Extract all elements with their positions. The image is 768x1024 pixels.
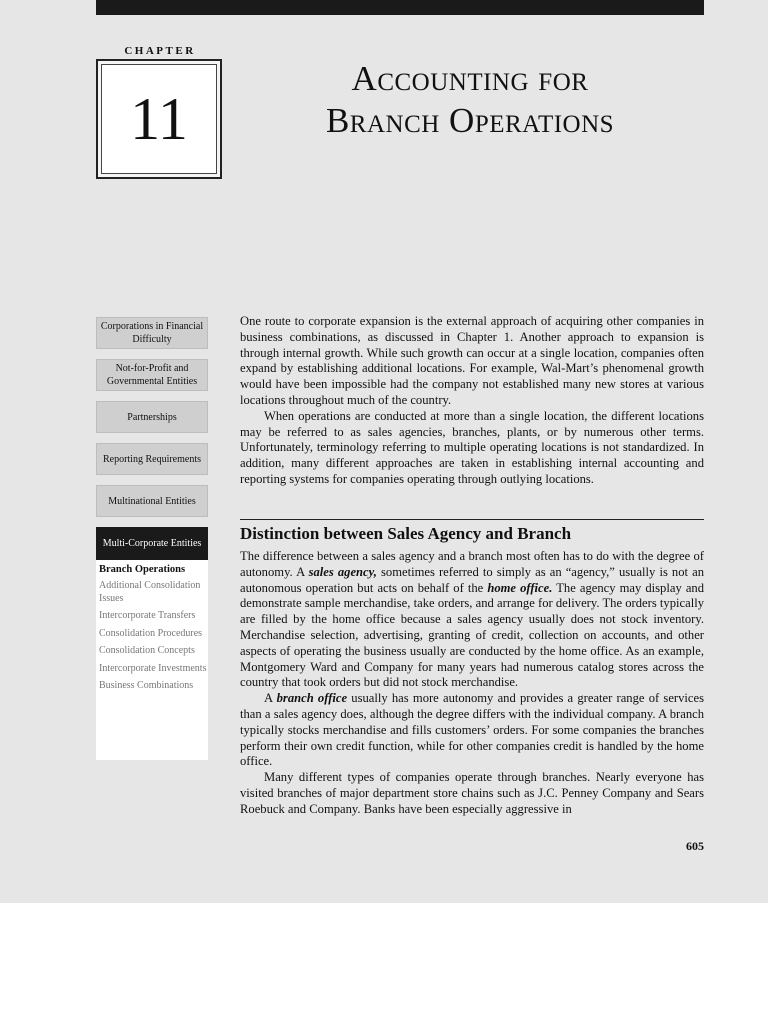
section-heading: Distinction between Sales Agency and Branch bbox=[240, 519, 704, 545]
intro-paragraph-1: One route to corporate expansion is the external approach of acquiring other companies in business combinations, as discussed in Chapter 1. Another approach to expansion is through internal growth. While such growth can occur at a single location, companies often expand by establishing additional locations. For example, Wal-Mart’s phenomenal growth would have been impossible had the company not established many new stores at various locations throughout much of the country. bbox=[240, 314, 704, 407]
p2-text-a: A bbox=[264, 691, 277, 706]
term-home-office: home office. bbox=[487, 580, 553, 595]
p2-text-b: usually has more autonomy and provides a greater range of services than a sales agency does, although the degree differs with the individual company. A branch typically stocks merchandise and fills customers’ orders. For some companies the branches perform their own credit function, while for other companies credit is handled by the home office. bbox=[240, 691, 704, 769]
top-rule-bar bbox=[96, 0, 704, 15]
sidebar-topic-consolidation-concepts: Consolidation Concepts bbox=[99, 645, 195, 656]
section-paragraph-1 bbox=[240, 549, 704, 691]
p1-text-c: The agency may display and demonstrate sample merchandise, take orders, and arrange for delivery. The orders typically are filled by the home office because a sales agency usually does not stock inventory. Merchandise selection, advertising, granting of credit, collection on accounts, and other aspects of operating the business usually are conducted by the home office. As an example, Montgomery Ward and Company for many years had numerous catalog stores across the country that took orders but did not stock merchandise. bbox=[240, 580, 704, 690]
sidebar-topic-intercorporate-investments: Intercorporate Investments bbox=[99, 662, 207, 674]
term-sales-agency: sales agency, bbox=[308, 564, 377, 579]
sidebar-topic-business-combinations: Business Combinations bbox=[99, 680, 194, 691]
chapter-title bbox=[240, 58, 700, 142]
page-number: 605 bbox=[686, 839, 704, 853]
sidebar-tab-not-for-profit: Not-for-Profit and Governmental Entities bbox=[96, 359, 208, 391]
chapter-title-line-1: Accounting for bbox=[351, 59, 589, 98]
sidebar-tab-multinational-entities: Multinational Entities bbox=[96, 485, 208, 517]
chapter-navigation-sidebar bbox=[96, 317, 208, 760]
chapter-number-box bbox=[96, 59, 222, 179]
sidebar-tab-corporations-in-financial-difficulty: Corporations in Financial Difficulty bbox=[96, 317, 208, 349]
intro-text bbox=[240, 314, 704, 488]
term-branch-office: branch office bbox=[276, 691, 348, 706]
sidebar-topic-additional-consolidation-issues: Additional Consolidation Issues bbox=[99, 580, 201, 604]
sidebar-current-topic: Branch Operations bbox=[99, 564, 186, 575]
chapter-label: CHAPTER bbox=[124, 45, 196, 57]
sidebar-tab-reporting-requirements: Reporting Requirements bbox=[96, 443, 208, 475]
sidebar-topic-list bbox=[96, 560, 208, 760]
sidebar-topic-consolidation-procedures: Consolidation Procedures bbox=[99, 627, 203, 639]
sidebar-tab-partnerships: Partnerships bbox=[96, 401, 208, 433]
sidebar-topic-intercorporate-transfers: Intercorporate Transfers bbox=[99, 610, 196, 621]
sidebar-tab-multi-corporate-entities: Multi-Corporate Entities bbox=[96, 527, 208, 560]
chapter-title-line-2: Branch Operations bbox=[325, 101, 615, 140]
p1-text-b: sometimes referred to simply as an “agency,” usually is not an autonomous operation but acts on behalf of the bbox=[240, 564, 705, 595]
section-paragraph-3: Many different types of companies operate through branches. Nearly everyone has visited branches of major department store chains such as J.C. Penney Company and Sears Roebuck and Company. Banks have been especially aggressive in bbox=[240, 770, 704, 816]
p1-text-a: The difference between a sales agency and a branch most often has to do with the degree of autonomy. A bbox=[240, 549, 704, 579]
chapter-number: 11 bbox=[101, 64, 217, 174]
section-text bbox=[240, 549, 704, 818]
intro-paragraph-2: When operations are conducted at more than a single location, the different locations may be referred to as sales agencies, branches, plants, or by numerous other terms. Unfortunately, terminology referring to multiple operating locations is not standardized. In addition, many different approaches are taken in establishing internal accounting and reporting systems for companies operating through outlying locations. bbox=[240, 408, 704, 486]
section-paragraph-2 bbox=[240, 691, 704, 770]
